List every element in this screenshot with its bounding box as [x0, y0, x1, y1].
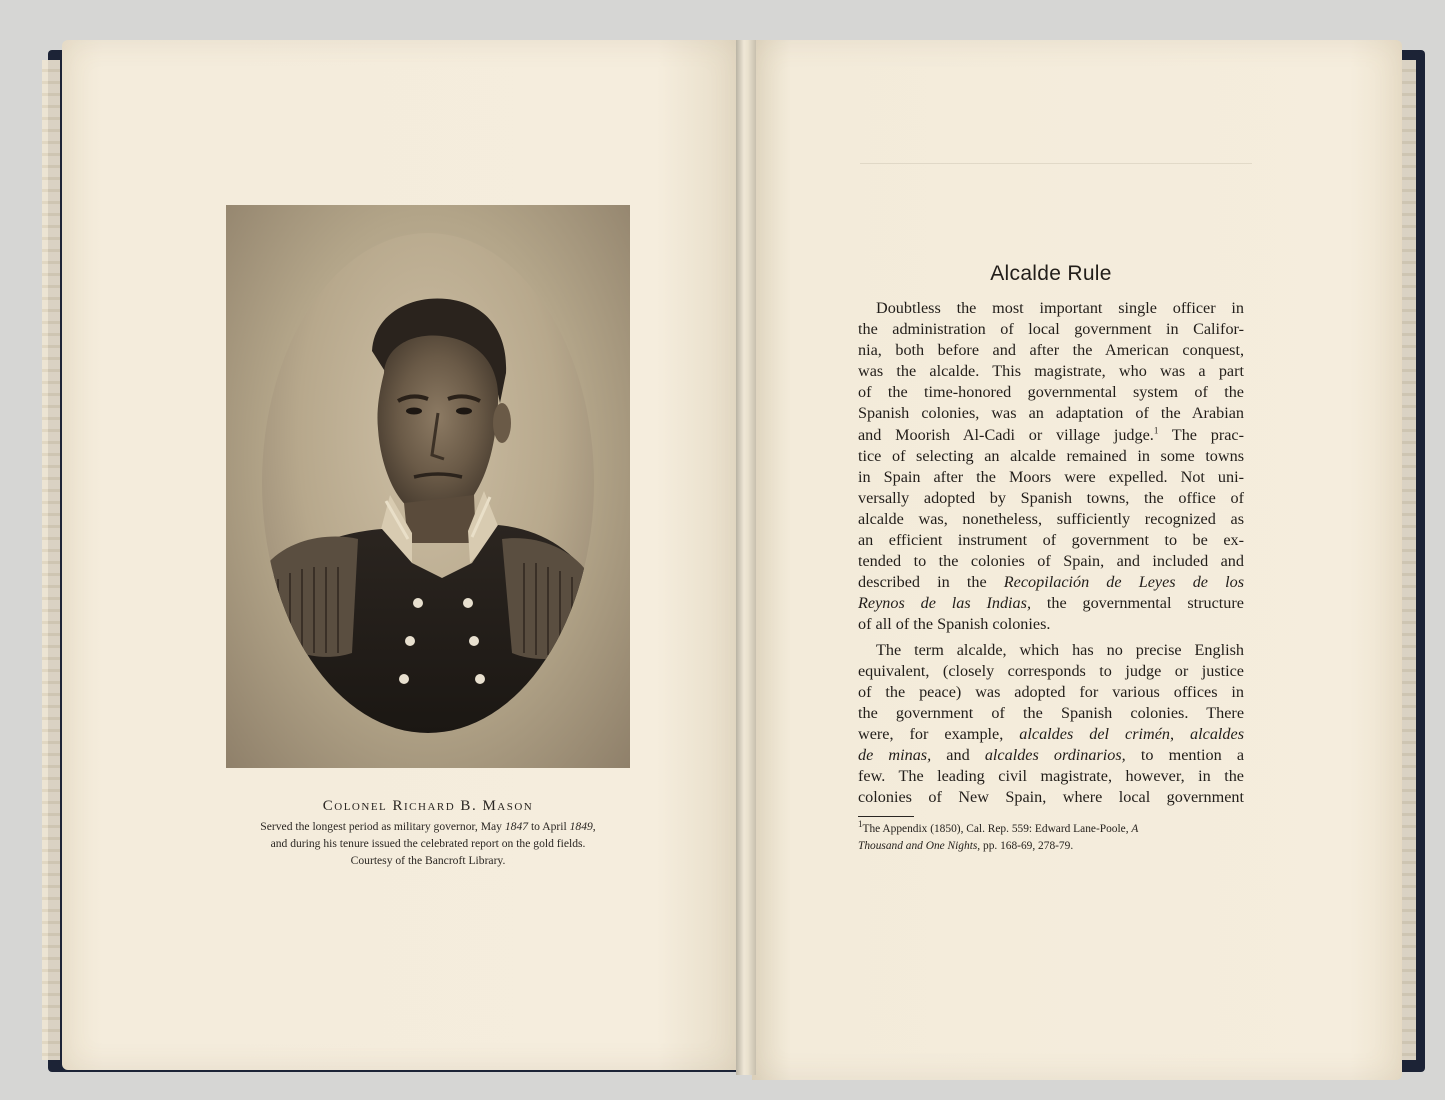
text-line: versally adopted by Spanish towns, the office of: [858, 488, 1244, 507]
text-line: The term alcalde, which has no precise English: [876, 640, 1244, 659]
text-line: an efficient instrument of government to be ex-: [858, 531, 1244, 550]
footnote-text: pp. 168-69, 278-79.: [980, 840, 1074, 853]
caption-text: Served the longest period as military governor, May: [260, 820, 505, 833]
text-line: nia, both before and after the American conquest,: [858, 341, 1244, 360]
text-span: and Moorish Al-Cadi or village judge.: [858, 425, 1154, 444]
footnote-line-1: [858, 821, 1244, 838]
caption-line-2: and during his tenure issued the celebrated report on the gold fields.: [270, 837, 586, 850]
text-span: to mention a: [1125, 745, 1245, 764]
text-line: was the alcalde. This magistrate, who was a part: [858, 362, 1244, 381]
footnote-number: 1: [858, 819, 863, 830]
text-line: of the peace) was adopted for various offices in: [858, 682, 1244, 701]
caption-year: 1849: [569, 820, 593, 833]
caption-year: 1847: [504, 820, 529, 833]
text-span: the governmental structure: [1031, 594, 1244, 613]
italic-term: alcaldes del crimén, alcaldes: [1019, 724, 1244, 743]
caption-text: ,: [592, 820, 596, 833]
italic-term: de minas,: [858, 745, 932, 764]
caption-title: Colonel Richard B. Mason: [322, 798, 534, 814]
caption-text: to April: [528, 820, 570, 833]
text-span: were, for example,: [858, 724, 1020, 743]
caption-line-1: [190, 818, 666, 835]
portrait-image: [262, 233, 594, 733]
portrait-plate: [226, 205, 630, 768]
text-line: alcalde was, nonetheless, sufficiently recognized as: [858, 509, 1244, 528]
chapter-body: [858, 262, 1244, 855]
caption-line-3: Courtesy of the Bancroft Library.: [350, 854, 506, 867]
text-line: of all of the Spanish colonies.: [858, 615, 1051, 634]
text-line: of the time-honored governmental system of the: [858, 383, 1244, 402]
text-line: [858, 425, 1244, 446]
footnote-italic: Thousand and One Nights,: [858, 840, 981, 853]
text-line: in Spain after the Moors were expelled. Not uni-: [858, 467, 1244, 486]
text-line: few. The leading civil magistrate, however, in the: [858, 767, 1244, 786]
text-line: colonies of New Spain, where local government: [858, 788, 1244, 807]
footnote-text: The Appendix (1850), Cal. Rep. 559: Edward Lane-Poole,: [862, 823, 1132, 836]
portrait-caption: [190, 798, 666, 869]
text-span: The prac-: [1158, 425, 1244, 444]
text-line: [858, 724, 1244, 745]
text-line: tended to the colonies of Spain, and included and: [858, 552, 1244, 571]
chapter-title: Alcalde Rule: [990, 262, 1112, 285]
portrait-oval: [262, 233, 594, 733]
text-line: [858, 593, 1244, 614]
text-line: [858, 745, 1244, 766]
left-page-edge: [42, 60, 60, 1060]
text-line: the government of the Spanish colonies. There: [858, 703, 1244, 722]
text-span: and: [931, 745, 985, 764]
italic-title: Recopilación de Leyes de los: [1003, 573, 1244, 592]
footnote-italic: A: [1131, 823, 1139, 836]
text-line: Doubtless the most important single officer in: [876, 299, 1244, 317]
text-line: Spanish colonies, was an adaptation of the Arabian: [858, 404, 1244, 423]
book-gutter: [736, 40, 756, 1075]
text-span: described in the: [858, 573, 1004, 592]
footnote-marker: 1: [1153, 425, 1159, 436]
show-through-text: [860, 146, 1252, 164]
text-line: the administration of local government in Califor-: [858, 320, 1244, 339]
text-line: [858, 572, 1244, 593]
italic-term: alcaldes ordinarios,: [984, 745, 1126, 764]
footnote-line-2: [858, 838, 1244, 855]
footnote-rule: [858, 816, 914, 817]
italic-title: Reynos de las Indias,: [858, 594, 1031, 613]
text-line: tice of selecting an alcalde remained in some towns: [858, 446, 1244, 465]
text-line: equivalent, (closely corresponds to judge or justice: [858, 661, 1244, 680]
